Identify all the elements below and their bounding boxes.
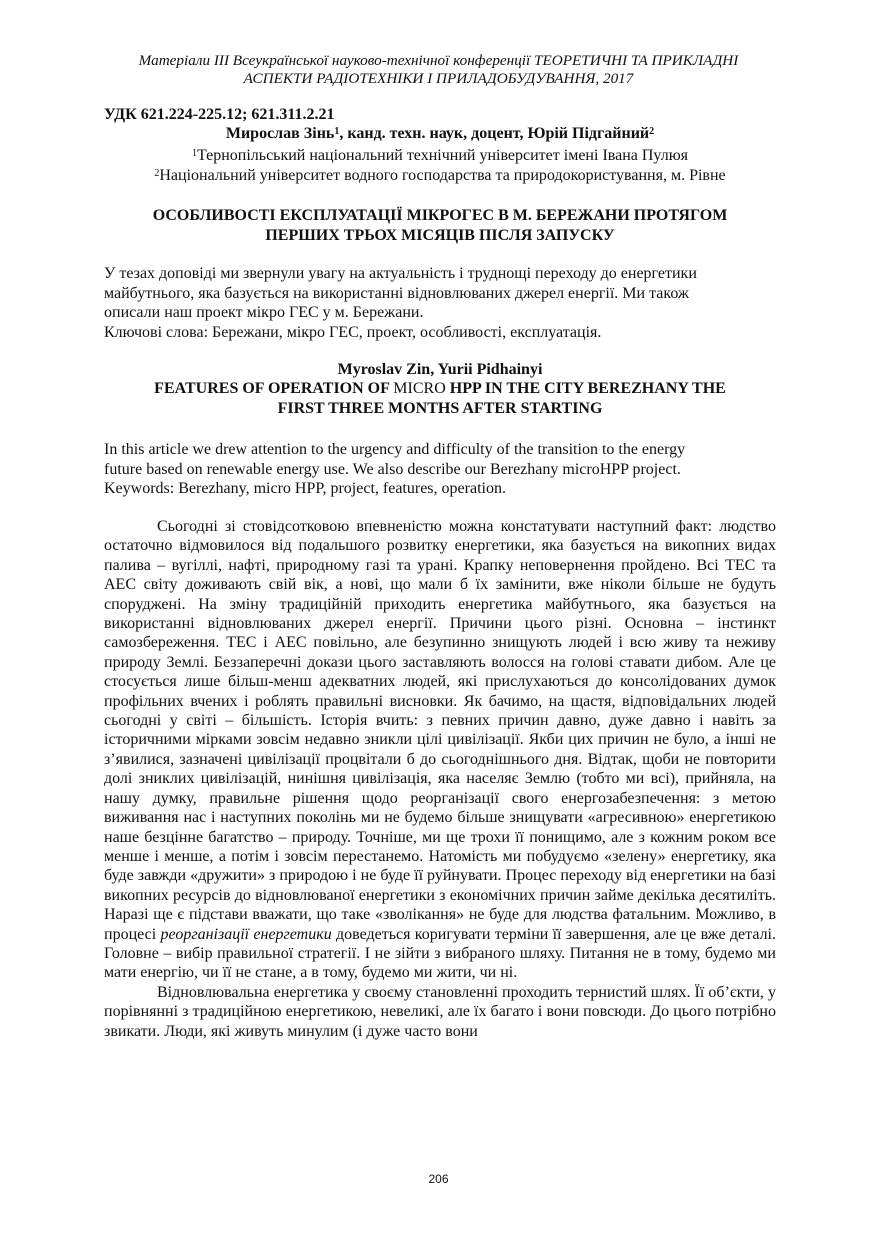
body-p1-part-a: Сьогодні зі стовідсотковою впевненістю можна констатувати наступний факт: людство остаточно відмовилося від подальшого розвитку енергетики, яка базується на викопних видах палива – вугіллі, нафті, природному газі та урані. Крапку неповернення пройдено. Всі ТЕС та АЕС світу доживають свій вік, а нові, що мали б їх замінити, вже ніколи більше не будуть споруджені. На зміну традиційній приходить енергетика майбутнього, яка базується на використанні відновлюваних джерел енергії. Причини цього різні. Основна – інстинкт самозбереження. ТЕС і АЕС повільно, але безупинно знищують людей і всю живу та неживу природу Землі. Беззаперечні докази цього заставляють волосся на голові ставати дибом. Але це стосується лише більш-менш адекватних людей, які прислухаються до консолідованих думок профільних вчених і роблять правильні висновки. Як бачимо, на щастя, відповідальних людей сьогодні у світі – більшість. Історія вчить: з певних причин давно, дуже давно і навіть за історичними мірками зовсім недавно зникли цілі цивілізації. Якби цих причин не було, а інші не з’явилися, зазначені цивілізації процвітали б до сьогоднішнього дня. Відтак, щоби не повторити долі зниклих цивілізацій, нинішня цивілізація, яка населяє Землю (тобто ми всі), прийняла, на нашу думку, правильне рішення щодо реорганізації свого енергозабезпечення: з метою виживання нас і наступних поколінь ми не будемо більше знищувати «агресивною» енергетикою наше безцінне багатство – природу. Точніше, ми ще трохи її понищимо, але з кожним роком все менше і менше, а потім і зовсім перестанемо. Натомість ми побудуємо «зелену» енергетику, яка буде завжди «дружити» з природою і не буде її руйнувати. Процес переходу від енергетики на базі викопних ресурсів до відновлюваної енергетики з економічних причин займе декілька десятиліть. Наразі ще є підстави вважати, що таке «зволікання» не буде для людства фатальним. Можливо, в процесі	[104, 518, 776, 943]
en-title-line-1	[104, 379, 776, 399]
abstract-ua-line-3: описали наш проект мікро ГЕС у м. Бережани.	[104, 304, 424, 321]
authors-en: Myroslav Zin, Yurii Pidhainyi	[337, 361, 543, 378]
affiliation-1	[104, 146, 776, 166]
affiliation-2-text: Національний університет водного господарства та природокористування, м. Рівне	[159, 167, 726, 184]
en-title-part-2: MICRO	[393, 380, 446, 397]
keywords-ua: Ключові слова: Бережани, мікро ГЕС, проект, особливості, експлуатація.	[104, 323, 602, 341]
affiliation-1-text: Тернопільський національний технічний університет імені Івана Пулюя	[196, 147, 689, 164]
author-1-sup: 1	[334, 126, 340, 137]
header-line-2: АСПЕКТИ РАДІОТЕХНІКИ І ПРИЛАДОБУДУВАННЯ, 2017	[243, 70, 634, 87]
affiliation-2-sup: 2	[154, 168, 160, 179]
abstract-en-line-1: In this article we drew attention to the urgency and difficulty of the transition to the energy	[104, 441, 686, 458]
author-2-sup: 2	[649, 126, 655, 137]
author-2: Юрій Підгайний	[527, 125, 650, 142]
abstract-ua-line-2: майбутнього, яка базується на використанні відновлюваних джерел енергії. Ми також	[104, 284, 689, 302]
body-p1-part-b: доведеться коригувати терміни її завершення, але це вже деталі. Головне – вибір правильної стратегії. І не зійти з вибраного шляху. Питання не в тому, будемо ми мати енергію, чи її не стане, а в тому, будемо ми жити, чи ні.	[104, 925, 776, 982]
body-text	[104, 517, 776, 1041]
en-title-part-3: HPP IN THE CITY BEREZHANY THE	[445, 380, 726, 397]
running-header	[100, 52, 777, 88]
body-paragraph-2: Відновлювальна енергетика у своєму становленні проходить тернистий шлях. Її об’єкти, у порівнянні з традиційною енергетикою, невеликі, але їх багато і вони повсюди. До цього потрібно звикати. Люди, які живуть минулим (і дуже часто вони	[104, 983, 776, 1040]
abstract-ua	[104, 264, 776, 342]
author-1: Мирослав Зінь	[225, 125, 335, 142]
authors-ua	[104, 124, 776, 144]
en-title-line-2: FIRST THREE MONTHS AFTER STARTING	[277, 400, 603, 417]
abstract-en-line-2: future based on renewable energy use. We also describe our Berezhany microHPP project.	[104, 460, 681, 478]
keywords-en: Keywords: Berezhany, micro HPP, project, features, operation.	[104, 480, 506, 497]
udk-code: УДК 621.224-225.12; 621.311.2.21	[104, 106, 335, 123]
abstract-ua-line-1: У тезах доповіді ми звернули увагу на актуальність і труднощі переходу до енергетики	[104, 265, 697, 282]
affiliation-2	[104, 166, 776, 186]
author-credentials: , канд. техн. наук, доцент,	[339, 125, 528, 142]
title-line-2: ПЕРШИХ ТРЬОХ МІСЯЦІВ ПІСЛЯ ЗАПУСКУ	[265, 227, 615, 244]
affiliation-1-sup: 1	[191, 148, 197, 159]
paper-title-en	[104, 379, 776, 419]
header-line-1: Матеріали ІІІ Всеукраїнської науково-технічної конференції ТЕОРЕТИЧНІ ТА ПРИКЛАДНІ	[138, 52, 739, 69]
abstract-en	[104, 440, 776, 499]
title-line-1: ОСОБЛИВОСТІ ЕКСПЛУАТАЦІЇ МІКРОГЕС В М. БЕРЕЖАНИ ПРОТЯГОМ	[152, 207, 728, 224]
page-number: 206	[428, 1172, 449, 1186]
en-title-part-1: FEATURES OF OPERATION OF	[154, 380, 394, 397]
paper-title-ua	[104, 206, 776, 246]
body-p1-emphasis: реорганізації енергетики	[160, 925, 332, 943]
body-paragraph-1	[104, 517, 776, 983]
